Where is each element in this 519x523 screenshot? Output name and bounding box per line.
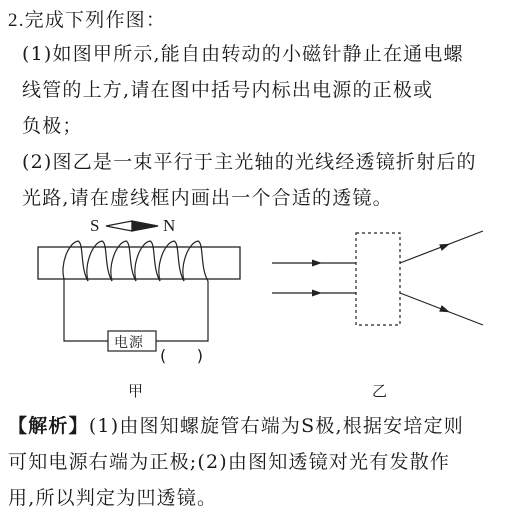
wire-left [64, 279, 108, 341]
figure-jia-caption: 甲 [128, 382, 144, 400]
needle-n-label: N [163, 216, 176, 235]
analysis-line-2: 可知电源右端为正极;(2)由图知透镜对光有发散作 [8, 451, 451, 473]
part1-line-3: 负极； [22, 115, 83, 137]
needle-north-half [132, 221, 158, 231]
needle-s-label: S [90, 216, 100, 235]
arrow-incident-bottom [312, 290, 322, 297]
part1-line-2: 线管的上方,请在图中括号内标出电源的正极或 [22, 79, 434, 101]
wire-right [156, 281, 208, 341]
arrow-incident-top [312, 260, 322, 267]
figure-yi [272, 231, 483, 325]
question-title: 完成下列作图： [24, 9, 167, 31]
arrow-refracted-top [439, 244, 450, 251]
part2-line-2: 光路,请在虚线框内画出一个合适的透镜。 [22, 187, 393, 209]
power-source-label: 电源 [114, 335, 144, 351]
analysis-text-1: (1)由图知螺旋管右端为S极,根据安培定则 [88, 415, 464, 437]
question-number: 2. [8, 10, 25, 31]
answer-bracket: ( ) [160, 346, 203, 365]
analysis-line-1 [8, 414, 464, 438]
analysis-tag: 【解析】 [8, 415, 89, 437]
part1-line-1: (1)如图甲所示,能自由转动的小磁针静止在通电螺 [22, 43, 464, 65]
analysis-line-3: 用,所以判定为凹透镜。 [8, 487, 218, 509]
figure-yi-caption: 乙 [372, 382, 388, 400]
arrow-refracted-bottom [439, 305, 450, 312]
needle-south-half [106, 221, 132, 231]
part2-line-1: (2)图乙是一束平行于主光轴的光线经透镜折射后的 [22, 151, 477, 173]
lens-dashed-box [356, 233, 400, 325]
